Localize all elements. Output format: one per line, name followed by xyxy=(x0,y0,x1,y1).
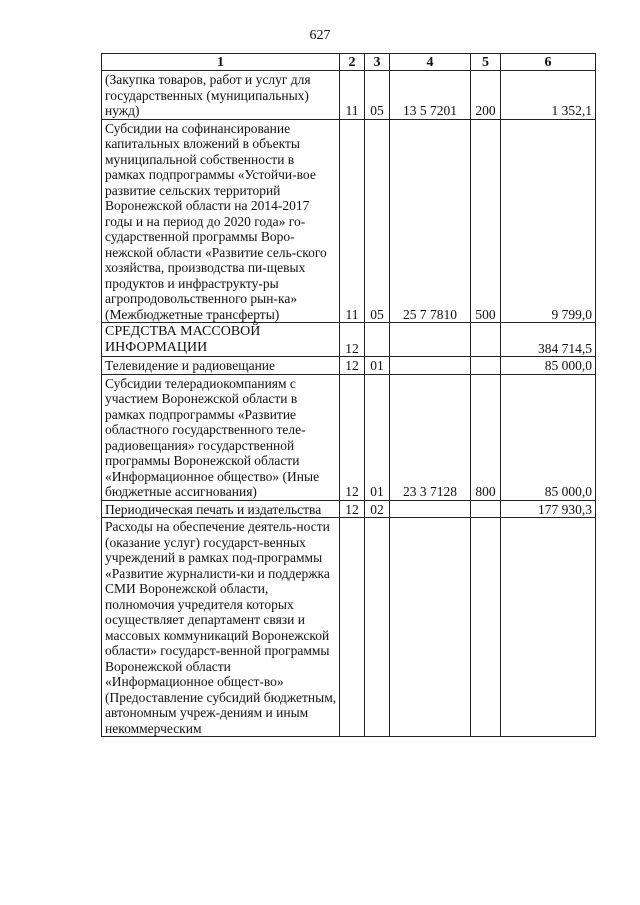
table-row xyxy=(102,323,596,357)
row-subsection: 02 xyxy=(365,500,390,518)
row-subsection: 01 xyxy=(365,374,390,500)
row-expense-type: 800 xyxy=(471,374,501,500)
row-amount: 1 352,1 xyxy=(501,71,596,120)
row-target-article xyxy=(390,323,471,357)
row-subsection xyxy=(365,323,390,357)
column-header-1: 1 xyxy=(102,54,340,71)
row-target-article xyxy=(390,518,471,737)
budget-table xyxy=(101,53,596,737)
column-header-6: 6 xyxy=(501,54,596,71)
row-description: Субсидии телерадиокомпаниям с участием Воронежской области в рамках подпрограммы «Развитие областного государственного теле-радиовещания» государственной программы Воронежской области «Информационное общество» (Иные бюджетные ассигнования) xyxy=(102,374,340,500)
table-row xyxy=(102,518,596,737)
row-section: 11 xyxy=(340,71,365,120)
row-description: Телевидение и радиовещание xyxy=(102,357,340,375)
row-amount: 177 930,3 xyxy=(501,500,596,518)
row-amount: 85 000,0 xyxy=(501,374,596,500)
row-target-article xyxy=(390,357,471,375)
row-target-article: 23 3 7128 xyxy=(390,374,471,500)
row-amount: 9 799,0 xyxy=(501,119,596,323)
table-row xyxy=(102,71,596,120)
column-header-5: 5 xyxy=(471,54,501,71)
row-subsection: 05 xyxy=(365,119,390,323)
row-description: Периодическая печать и издательства xyxy=(102,500,340,518)
row-target-article xyxy=(390,500,471,518)
row-subsection: 05 xyxy=(365,71,390,120)
row-amount: 384 714,5 xyxy=(501,323,596,357)
row-amount: 85 000,0 xyxy=(501,357,596,375)
row-section: 11 xyxy=(340,119,365,323)
row-amount xyxy=(501,518,596,737)
row-subsection xyxy=(365,518,390,737)
row-section xyxy=(340,518,365,737)
table-header-row xyxy=(102,54,596,71)
column-header-3: 3 xyxy=(365,54,390,71)
page-number: 627 xyxy=(309,28,331,43)
row-expense-type: 500 xyxy=(471,119,501,323)
column-header-4: 4 xyxy=(390,54,471,71)
row-expense-type xyxy=(471,323,501,357)
column-header-2: 2 xyxy=(340,54,365,71)
row-target-article: 25 7 7810 xyxy=(390,119,471,323)
row-section: 12 xyxy=(340,500,365,518)
row-description: СРЕДСТВА МАССОВОЙ ИНФОРМАЦИИ xyxy=(102,323,340,357)
row-section: 12 xyxy=(340,323,365,357)
row-expense-type xyxy=(471,518,501,737)
row-expense-type xyxy=(471,357,501,375)
row-target-article: 13 5 7201 xyxy=(390,71,471,120)
row-expense-type xyxy=(471,500,501,518)
table-row xyxy=(102,119,596,323)
row-section: 12 xyxy=(340,357,365,375)
row-description: Субсидии на софинансирование капитальных вложений в объекты муниципальной собственности в рамках подпрограммы «Устойчи-вое развитие сельских территорий Воронежской области на 2014-2017 годы и на период до 2020 года» го-сударственной программы Воро-нежской области «Развитие сель-ского хозяйства, производства пи-щевых продуктов и инфраструкту-ры агропродовольственного рын-ка» (Межбюджетные трансферты) xyxy=(102,119,340,323)
table-row xyxy=(102,357,596,375)
row-description: (Закупка товаров, работ и услуг для государственных (муниципальных) нужд) xyxy=(102,71,340,120)
row-expense-type: 200 xyxy=(471,71,501,120)
row-subsection: 01 xyxy=(365,357,390,375)
table-row xyxy=(102,374,596,500)
table-row xyxy=(102,500,596,518)
row-section: 12 xyxy=(340,374,365,500)
row-description: Расходы на обеспечение деятель-ности (оказание услуг) государст-венных учреждений в рамках под-программы «Развитие журналисти-ки и поддержка СМИ Воронежской области, полномочия учредителя которых осуществляет департамент связи и массовых коммуникаций Воронежской области» государст-венной программы Воронежской области «Информационное общест-во» (Предоставление субсидий бюджетным, автономным учреж-дениям и иным некоммерческим xyxy=(102,518,340,737)
